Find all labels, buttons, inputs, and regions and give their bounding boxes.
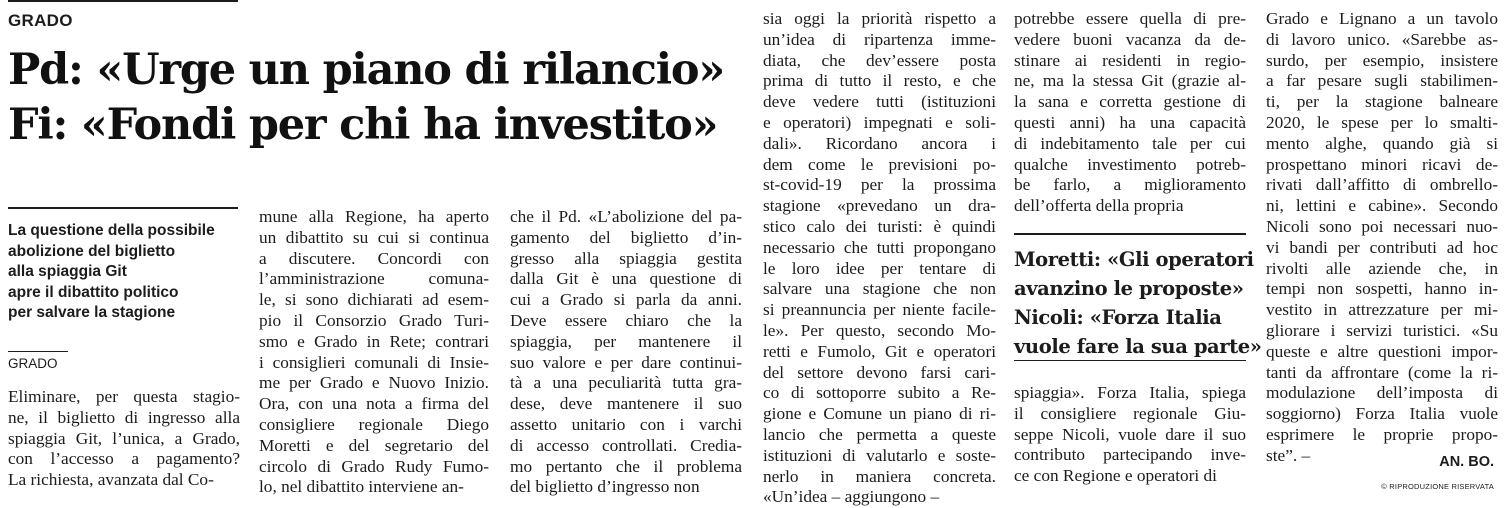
text-line: assetto unitario con i varchi (510, 414, 742, 434)
dateline: GRADO (8, 356, 58, 371)
text-line: gione e Comune un piano di ri- (763, 404, 996, 424)
text-line: vestito in attrezzature per mi- (1266, 300, 1498, 320)
summary-line: alla spiaggia Git (8, 263, 127, 280)
text-line: i consiglieri comunali di Insie- (259, 352, 489, 372)
text-line: che il Pd. «L’abolizione del pa- (510, 207, 742, 226)
summary-line: apre il dibattito politico (8, 283, 179, 301)
text-line: di indebitamento tale per cui (1014, 133, 1246, 153)
text-line: nerlo in maniera concreta. (763, 466, 996, 486)
text-line: modulazione dell’imposta di (1266, 383, 1498, 403)
text-line: ce con Regione e operatori di (1014, 466, 1217, 486)
body-column-5-bottom (1014, 383, 1246, 487)
text-line: cui a Grado si parla da anni. (510, 290, 742, 310)
text-line: retti e Fumolo, Git e operatori (763, 341, 996, 361)
text-line: l’amministrazione comuna- (259, 269, 489, 289)
text-line: un dibattito su cui si continua (259, 227, 489, 247)
text-line: qualche investimento potreb- (1014, 154, 1246, 174)
text-line: a discutere. Concordi con (259, 248, 489, 268)
top-rule (8, 0, 238, 2)
text-line: smo e Grado in Rete; contrari (259, 331, 489, 351)
text-line: pio il Consorzio Grado Turi- (259, 310, 489, 330)
text-line: ste”. – (1266, 445, 1311, 465)
text-line: co di sottoporre subito a Re- (763, 383, 996, 403)
text-line: le loro idee per tentare di (763, 258, 996, 278)
body-column-1 (8, 387, 240, 491)
text-line: lo, nel dibattito interviene an- (259, 477, 464, 497)
text-line: stinare ai residenti in regio- (1014, 50, 1246, 70)
text-line: tanti da affrontare (come la ri- (1266, 362, 1498, 382)
text-line: rivati dall’affitto di ombrello- (1266, 175, 1498, 195)
text-line: salvare una stagione che non (763, 279, 996, 299)
body-column-4 (763, 9, 996, 508)
text-line: tà a una peculiarità tutta gra- (510, 373, 742, 393)
text-line: circolo di Grado Rudy Fumo- (259, 456, 489, 476)
pull-quote-line: avanzino le proposte» (1014, 277, 1244, 300)
pull-quote-rule (1014, 360, 1246, 361)
text-line: 2020, le spese per lo smalti- (1266, 112, 1498, 132)
copyright-notice: © RIPRODUZIONE RISERVATA (1381, 482, 1494, 491)
text-line: soggiorno) Forza Italia vuole (1266, 404, 1498, 424)
text-line: istituzioni di valutarlo e soste- (763, 445, 996, 465)
text-line: stagione «prevedano un dra- (763, 196, 996, 216)
text-line: suo valore e per dare continui- (510, 352, 742, 372)
text-line: contributo partecipando inve- (1014, 445, 1246, 465)
text-line: surdo, per esempio, insistere (1266, 50, 1498, 70)
text-line: mento alghe, quando già si (1266, 133, 1498, 153)
text-line: un’idea di ripartenza imme- (763, 29, 996, 49)
text-line: il consigliere regionale Giu- (1014, 403, 1246, 423)
text-line: tempi non sospetti, hanno in- (1266, 279, 1498, 299)
text-line: spiaggia». Forza Italia, spiega (1014, 383, 1246, 402)
text-line: diata, che dev’essere posta (763, 50, 996, 70)
text-line: vedere buoni vacanza da de- (1014, 29, 1246, 49)
text-line: con l’accesso a pagamento? (8, 449, 240, 469)
text-line: dalla Git è una questione di (510, 269, 742, 289)
text-line: Nicoli sono poi necessari nuo- (1266, 216, 1498, 236)
text-line: st-covid-19 per la prossima (763, 175, 996, 195)
text-line: rivolti alle aziende che, in (1266, 258, 1498, 278)
text-line: spiaggia, per mantenere il (510, 331, 742, 351)
text-line: deve vedere tutti (istituzioni (763, 92, 996, 112)
text-line: stico calo dei turisti: è quindi (763, 216, 996, 236)
text-line: potrebbe essere quella di pre- (1014, 9, 1246, 28)
text-line: gresso alla spiaggia gestita (510, 248, 742, 268)
text-line: le». Per questo, secondo Mo- (763, 320, 996, 340)
text-line: gamento del biglietto d’in- (510, 227, 742, 247)
text-line: ne, ma la stessa Git (grazie al- (1014, 71, 1246, 91)
body-column-2 (259, 207, 489, 498)
text-line: ni, lettini e cabine». Secondo (1266, 196, 1498, 216)
text-line: dell’offerta della propria (1014, 196, 1184, 216)
text-line: dem come le previsioni po- (763, 154, 996, 174)
text-line: esprimere le proprie propo- (1266, 424, 1498, 444)
text-line: Deve essere chiaro che la (510, 310, 742, 330)
text-line: e operatori) impegnati e soli- (763, 112, 996, 132)
pull-quote-line: Nicoli: «Forza Italia (1014, 306, 1222, 329)
text-line: gliorare i servizi turistici. «Su (1266, 320, 1498, 340)
dateline-rule (8, 351, 68, 352)
text-line: lancio che permetta a queste (763, 424, 996, 444)
text-line: queste e altre questioni impor- (1266, 341, 1498, 361)
text-line: consigliere regionale Diego (259, 414, 489, 434)
text-line: necessario che tutti propongano (763, 237, 996, 257)
pull-quote-heading (1014, 233, 1262, 361)
text-line: be farlo, a miglioramento (1014, 175, 1246, 195)
body-column-3 (510, 207, 742, 498)
text-line: Eliminare, per questa stagio- (8, 387, 240, 406)
text-line: spiaggia Git, l’unica, a Grado, (8, 428, 240, 448)
text-line: prima di tutto il resto, e che (763, 71, 996, 91)
text-line: Grado e Lignano a un tavolo (1266, 9, 1498, 28)
article-summary (8, 207, 238, 324)
text-line: mune alla Regione, ha aperto (259, 207, 489, 226)
summary-line: per salvare la stagione (8, 304, 176, 321)
text-line: vi bandi per contributi ad hoc (1266, 237, 1498, 257)
text-line: del settore devono farsi cari- (763, 362, 996, 382)
text-line: questi anni) ha una capacità (1014, 112, 1246, 132)
text-line: la sana e corretta gestione di (1014, 92, 1246, 112)
headline-line-2: Fi: «Fondi per chi ha investito» (8, 100, 718, 150)
body-column-6 (1266, 9, 1498, 467)
text-line: di lavoro unico. «Sarebbe as- (1266, 29, 1498, 49)
text-line: ne, il biglietto di ingresso alla (8, 407, 240, 427)
author-signature: AN. BO. (1439, 454, 1494, 470)
text-line: mo pertanto che il problema (510, 456, 742, 476)
text-line: Ora, con una nota a firma del (259, 394, 489, 414)
text-line: di accesso controllati. Credia- (510, 435, 742, 455)
text-line: ti, per la stagione balneare (1266, 92, 1498, 112)
text-line: si preannuncia per niente facile- (763, 300, 996, 320)
text-line: dali». Ricordano ancora i (763, 133, 996, 153)
text-line: del biglietto d’ingresso non (510, 477, 700, 497)
text-line: «Un’idea – aggiungono – (763, 487, 940, 507)
text-line: le, si sono dichiarati ad esem- (259, 290, 489, 310)
text-line: prospettano minori ricavi de- (1266, 154, 1498, 174)
headline-line-1: Pd: «Urge un piano di rilancio» (8, 45, 725, 95)
text-line: me per Grado e Nuovo Inizio. (259, 373, 489, 393)
text-line: a far pesare sugli stabilimen- (1266, 71, 1498, 91)
summary-line: La questione della possibile (8, 222, 215, 239)
text-line: La richiesta, avanzata dal Co- (8, 470, 214, 490)
text-line: sia oggi la priorità rispetto a (763, 9, 996, 28)
text-line: seppe Nicoli, vuole dare il suo (1014, 424, 1246, 444)
text-line: dese, deve mantenere il suo (510, 394, 742, 414)
pull-quote-line: vuole fare la sua parte» (1014, 335, 1262, 358)
body-column-5-top (1014, 9, 1246, 217)
pull-quote-line: Moretti: «Gli operatori (1014, 248, 1254, 271)
text-line: Moretti e del segretario del (259, 435, 489, 455)
summary-line: abolizione del biglietto (8, 242, 176, 260)
section-label: GRADO (8, 11, 73, 30)
